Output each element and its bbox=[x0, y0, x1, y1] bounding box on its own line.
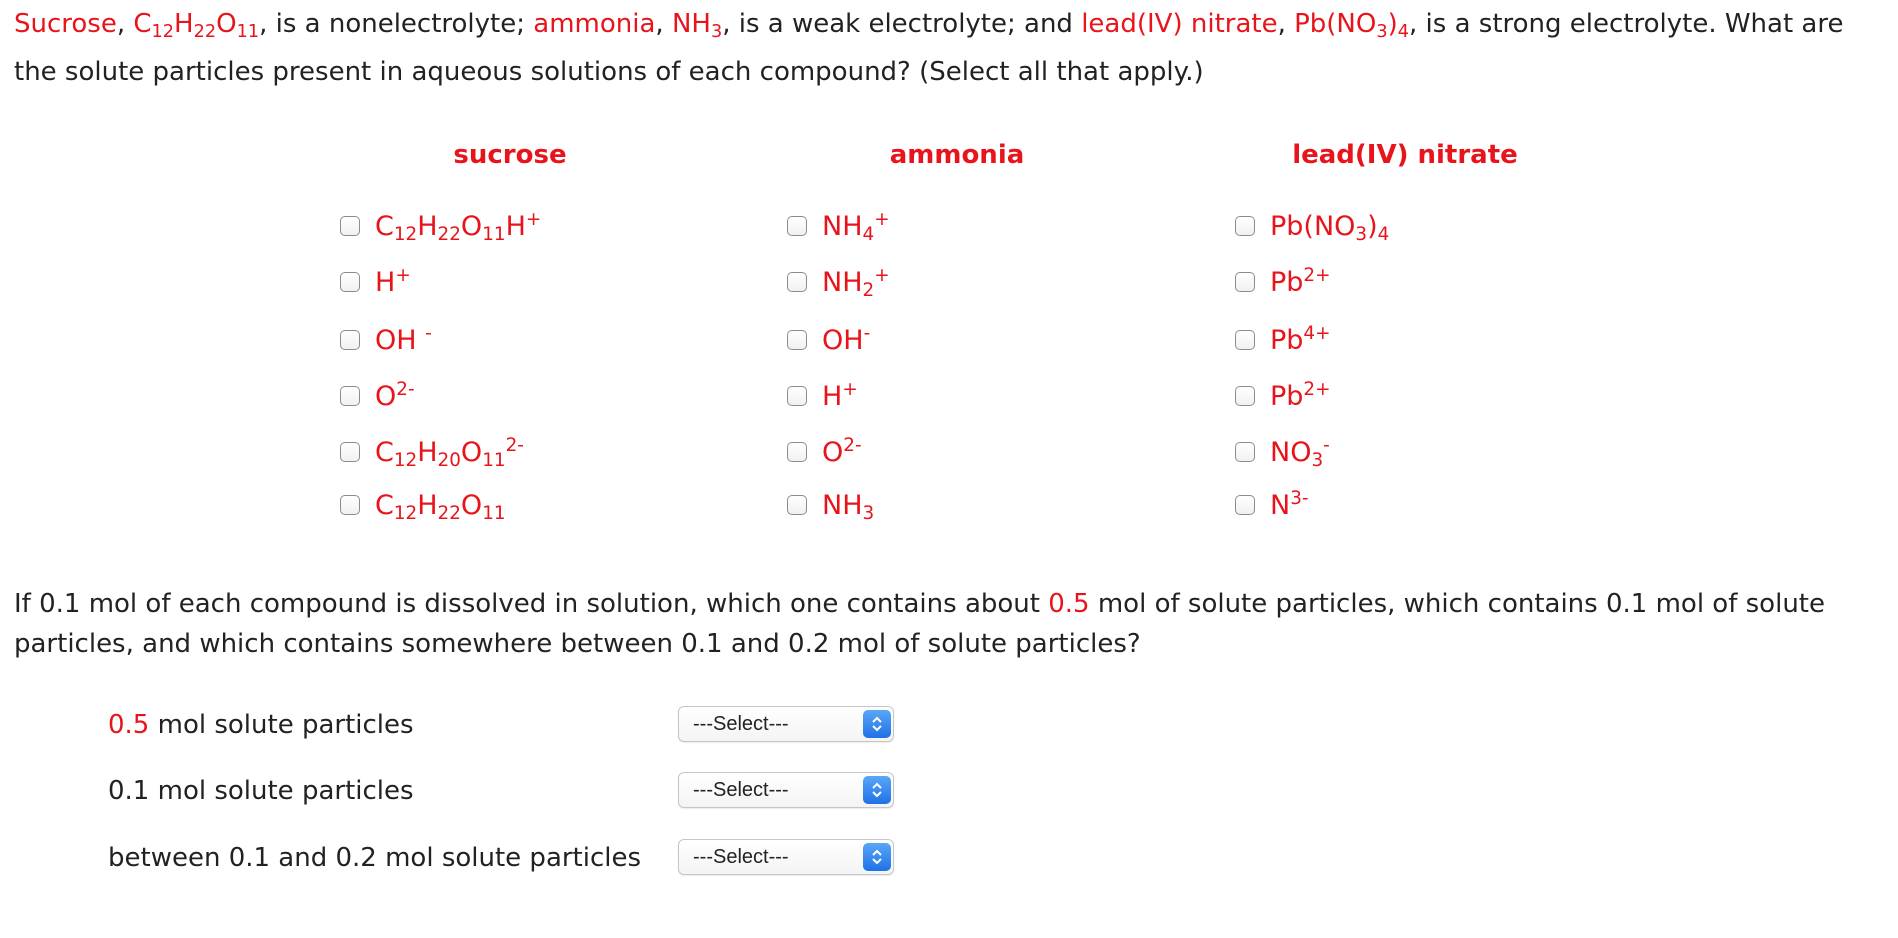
lead-option[interactable] bbox=[1235, 320, 1331, 360]
lead-nitrate-header: lead(IV) nitrate bbox=[1292, 140, 1518, 170]
ammonia-option[interactable] bbox=[787, 206, 890, 246]
ammonia-formula: $NH_3$ bbox=[671, 9, 723, 42]
chevron-updown-icon bbox=[863, 710, 891, 738]
lead-option-label: $NO_3^-$ bbox=[1270, 434, 1330, 471]
highlight-value: 0.5 bbox=[1048, 589, 1090, 619]
sucrose-option[interactable] bbox=[340, 485, 506, 525]
lead-option[interactable] bbox=[1235, 262, 1331, 302]
answer-select[interactable] bbox=[678, 839, 894, 875]
lead-checkbox[interactable] bbox=[1235, 272, 1255, 292]
ammonia-name: ammonia bbox=[533, 9, 656, 39]
ammonia-option-label: $NH_3$ bbox=[822, 489, 875, 524]
sucrose-option-label: H+ bbox=[375, 264, 411, 298]
lead-option[interactable] bbox=[1235, 432, 1330, 472]
lead-option[interactable] bbox=[1235, 376, 1331, 416]
ammonia-checkbox[interactable] bbox=[787, 330, 807, 350]
answer-select[interactable] bbox=[678, 706, 894, 742]
ammonia-checkbox[interactable] bbox=[787, 272, 807, 292]
sucrose-checkbox[interactable] bbox=[340, 216, 360, 236]
ammonia-option[interactable] bbox=[787, 376, 858, 416]
sucrose-formula: $C_{12}H_{22}O_{11}$ bbox=[133, 9, 260, 42]
lead-option-label: $Pb^{2+}$ bbox=[1270, 378, 1331, 412]
lead-checkbox[interactable] bbox=[1235, 330, 1255, 350]
sucrose-option[interactable] bbox=[340, 206, 541, 246]
ammonia-option[interactable] bbox=[787, 262, 890, 302]
ammonia-checkbox[interactable] bbox=[787, 386, 807, 406]
ammonia-option-label: $O^{2-}$ bbox=[822, 434, 862, 468]
sucrose-checkbox[interactable] bbox=[340, 272, 360, 292]
sucrose-checkbox[interactable] bbox=[340, 386, 360, 406]
sucrose-checkbox[interactable] bbox=[340, 495, 360, 515]
sucrose-option[interactable] bbox=[340, 432, 524, 472]
lead-checkbox[interactable] bbox=[1235, 495, 1255, 515]
sucrose-option-label: $O^{2-}$ bbox=[375, 378, 415, 412]
sucrose-header: sucrose bbox=[453, 140, 567, 170]
select-row-label: 0.1 mol solute particles bbox=[108, 776, 414, 806]
chevron-updown-icon bbox=[863, 776, 891, 804]
ammonia-option-label: $NH_2^+$ bbox=[822, 264, 890, 301]
lead-nitrate-formula: $Pb(NO_3)_4$ bbox=[1294, 9, 1410, 42]
lead-option[interactable] bbox=[1235, 485, 1309, 525]
sucrose-checkbox[interactable] bbox=[340, 442, 360, 462]
ammonia-option-label: OH- bbox=[822, 322, 871, 356]
select-row-label: 0.5 mol solute particles bbox=[108, 710, 414, 740]
select-value: ---Select--- bbox=[693, 712, 789, 735]
sucrose-option-label: OH - bbox=[375, 322, 432, 356]
lead-option-label: $Pb^{4+}$ bbox=[1270, 322, 1331, 356]
question-1-text: Sucrose, $C_{12}H_{22}O_{11}$, is a nonelectrolyte; ammonia, $NH_3$, is a weak electrolyte; and lead(IV) nitrate, $Pb(NO_3)_4$, is a strong electrolyte. What are the solute particles present in aqueous solutions of each compound? (Select all that apply.) bbox=[14, 9, 1844, 87]
sucrose-option-label: $C_{12}H_{22}O_{11}$ bbox=[375, 489, 506, 524]
ammonia-header: ammonia bbox=[889, 140, 1025, 170]
sucrose-option-label: $C_{12}H_{20}O_{11}^{2-}$ bbox=[375, 434, 524, 471]
select-row-label: between 0.1 and 0.2 mol solute particles bbox=[108, 843, 642, 873]
lead-checkbox[interactable] bbox=[1235, 442, 1255, 462]
ammonia-option-label: $NH_4^+$ bbox=[822, 208, 890, 245]
answer-select[interactable] bbox=[678, 772, 894, 808]
lead-nitrate-name: lead(IV) nitrate bbox=[1081, 9, 1278, 39]
sucrose-name: Sucrose bbox=[14, 9, 117, 39]
lead-option[interactable] bbox=[1235, 206, 1389, 246]
lead-option-label: $Pb^{2+}$ bbox=[1270, 264, 1331, 298]
ammonia-option[interactable] bbox=[787, 432, 862, 472]
ammonia-option-label: H+ bbox=[822, 378, 858, 412]
ammonia-checkbox[interactable] bbox=[787, 495, 807, 515]
ammonia-option[interactable] bbox=[787, 320, 870, 360]
chevron-updown-icon bbox=[863, 843, 891, 871]
lead-option-label: $N^{3-}$ bbox=[1270, 487, 1309, 521]
sucrose-checkbox[interactable] bbox=[340, 330, 360, 350]
lead-option-label: $Pb(NO_3)_4$ bbox=[1270, 210, 1390, 245]
question-2-text: If 0.1 mol of each compound is dissolved in solution, which one contains about 0.5 mol of solute particles, which contains 0.1 mol of solute particles, and which contains somewhere between 0.1 and 0.2 mol of solute particles? bbox=[14, 589, 1825, 659]
select-value: ---Select--- bbox=[693, 845, 789, 868]
sucrose-option-label: $C_{12}H_{22}O_{11}H^+$ bbox=[375, 208, 542, 245]
ammonia-checkbox[interactable] bbox=[787, 442, 807, 462]
lead-checkbox[interactable] bbox=[1235, 386, 1255, 406]
ammonia-option[interactable] bbox=[787, 485, 874, 525]
select-value: ---Select--- bbox=[693, 778, 789, 801]
ammonia-checkbox[interactable] bbox=[787, 216, 807, 236]
sucrose-option[interactable] bbox=[340, 376, 415, 416]
sucrose-option[interactable] bbox=[340, 262, 411, 302]
lead-checkbox[interactable] bbox=[1235, 216, 1255, 236]
sucrose-option[interactable] bbox=[340, 320, 432, 360]
